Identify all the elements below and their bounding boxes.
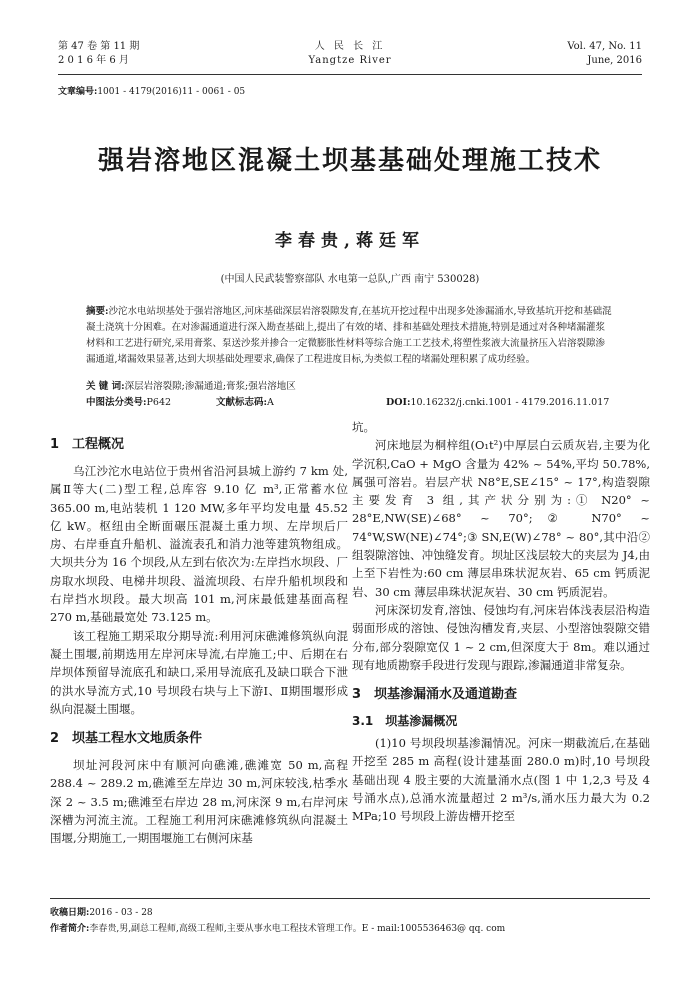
section-heading: 3 坝基渗漏涌水及通道勘查 bbox=[352, 687, 518, 703]
header-volume-en: Vol. 47, No. 11 June, 2016 bbox=[567, 41, 642, 66]
header-journal: 人 民 长 江 Yangtze River bbox=[308, 41, 392, 66]
paragraph: 河床深切发育,溶蚀、侵蚀均有,河床岩体浅表层沿构造弱面形成的溶蚀、侵蚀沟槽发育,夹层、小型溶蚀裂隙交错分布,部分裂隙宽仅 1 ~ 2 cm,但深度大于 8m。难以通过现有地质勘察手段进行发现与跟踪,渗漏通道非常复杂。 bbox=[352, 602, 650, 672]
paragraph: 乌江沙沱水电站位于贵州省沿河县城上游约 7 km 处,属Ⅱ等大(二)型工程,总库容 9.10 亿 m³,正常蓄水位 365.00 m,电站装机 1 120 MW,多年平均发电量 45.52 亿 kW。枢纽由全断面碾压混凝土重力坝、左岸坝后厂房、右岸垂直升船机、溢流表孔和消力池等建筑物组成。大坝共分为 16 个坝段,从左到右依次为:左岸挡水坝段、厂房取水坝段、电梯井坝段、溢流坝段、右岸升船机坝段和右岸挡水坝段。最大坝高 101 m,河床最低建基面高程 270 m,基础最宽处 73.125 m。 bbox=[50, 464, 348, 625]
paragraph: (1)10 号坝段坝基渗漏情况。河床一期截流后,在基础开挖至 285 m 高程(设计建基面 280.0 m)时,10 号坝段基础出现 4 股主要的大流量涌水点(图 1 中 1,2,3 号及 4 号涌水点),总涌水流量超过 2 m³/s,涌水压力最大为 0.2 MPa;10 号坝段上游齿槽开挖至 bbox=[352, 736, 650, 824]
header-volume: 第 47 卷 第 11 期 2 0 1 6 年 6 月 bbox=[58, 41, 140, 66]
abstract: 摘要:沙沱水电站坝基处于强岩溶地区,河床基础深层岩溶裂隙发育,在基坑开挖过程中出现多处渗漏涌水,导致基坑开挖和基础混凝土浇筑十分困难。在对渗漏通道进行深入勘查基础上,提出了有效的堵、排和基础处理技术措施,特别是通过对各种堵漏灌浆材料和工艺进行研究,采用膏浆、泵送沙浆并掺合一定微膨胀性材料等综合施工工艺技术,将塑性浆液大流量挤压入岩溶裂隙渗漏通道,堵漏效果显著,达到大坝基础处理要求,确保了工程进度目标,为类似工程的堵漏处理积累了成功经验。 bbox=[86, 306, 612, 365]
section-heading: 1 工程概况 bbox=[50, 437, 125, 452]
subsection-heading: 3.1 坝基渗漏概况 bbox=[352, 714, 458, 729]
right-column bbox=[352, 418, 650, 826]
left-column bbox=[50, 424, 348, 848]
authors: 李春贵,蒋廷军 bbox=[275, 231, 425, 251]
affiliation: (中国人民武装警察部队 水电第一总队,广西 南宁 530028) bbox=[220, 274, 480, 285]
running-header bbox=[58, 40, 642, 75]
article-number: 文章编号:1001 - 4179(2016)11 - 0061 - 05 bbox=[58, 87, 246, 97]
footnote: 收稿日期:2016 - 03 - 28 作者简介:李春贵,男,副总工程师,高级工程师,主要从事水电工程技术管理工作。E - mail:1005536463@ qq. com bbox=[50, 898, 650, 937]
paragraph: 河床地层为桐梓组(O₁t²)中厚层白云质灰岩,主要为化学沉积,CaO + MgO 含量为 42% ~ 54%,平均 50.78%,属强可溶岩。岩层产状 N8°E,SE∠15° ~ 17°,构造裂隙主要发育 3 组,其产状分别为:① N20° ~ 28°E,NW(SE)∠68° ~ 70°;② N70° ~ 74°W,SW(NE)∠74°;③ SN,E(W)∠78° ~ 80°,其中沿②组裂隙溶蚀、冲蚀缝发育。坝址区浅层较大的夹层为 J4,由上至下岩性为:60 cm 薄层串珠状泥灰岩、65 cm 钙质泥岩、30 cm 薄层串珠状泥灰岩、30 cm 钙质泥岩。 bbox=[352, 438, 650, 599]
paragraph: 坝址河段河床中有顺河向礁滩,礁滩宽 50 m,高程 288.4 ~ 289.2 m,礁滩至左岸边 30 m,河床较浅,枯季水深 2 ~ 3.5 m;礁滩至右岸边 28 m,河床深 9 m,右岸河床深槽为河流主流。工程施工利用河床礁滩修筑纵向混凝土围堰,分期施工,一期围堰施工右侧河床基 bbox=[50, 758, 348, 846]
paper-title: 强岩溶地区混凝土坝基基础处理施工技术 bbox=[97, 146, 602, 176]
keywords: 关 键 词:深层岩溶裂隙;渗漏通道;膏浆;强岩溶地区 bbox=[86, 381, 296, 392]
paragraph: 坑。 bbox=[352, 420, 375, 434]
paragraph: 该工程施工期采取分期导流:利用河床礁滩修筑纵向混凝土围堰,前期选用左岸河床导流,右岸施工;中、后期在右岸坝体预留导流底孔和缺口,采用导流底孔及缺口联合下泄的洪水导流方式,10 号坝段右块与上下游Ⅰ、Ⅱ期围堰形成纵向混凝土围堰。 bbox=[50, 628, 348, 716]
section-heading: 2 坝基工程水文地质条件 bbox=[50, 731, 203, 747]
